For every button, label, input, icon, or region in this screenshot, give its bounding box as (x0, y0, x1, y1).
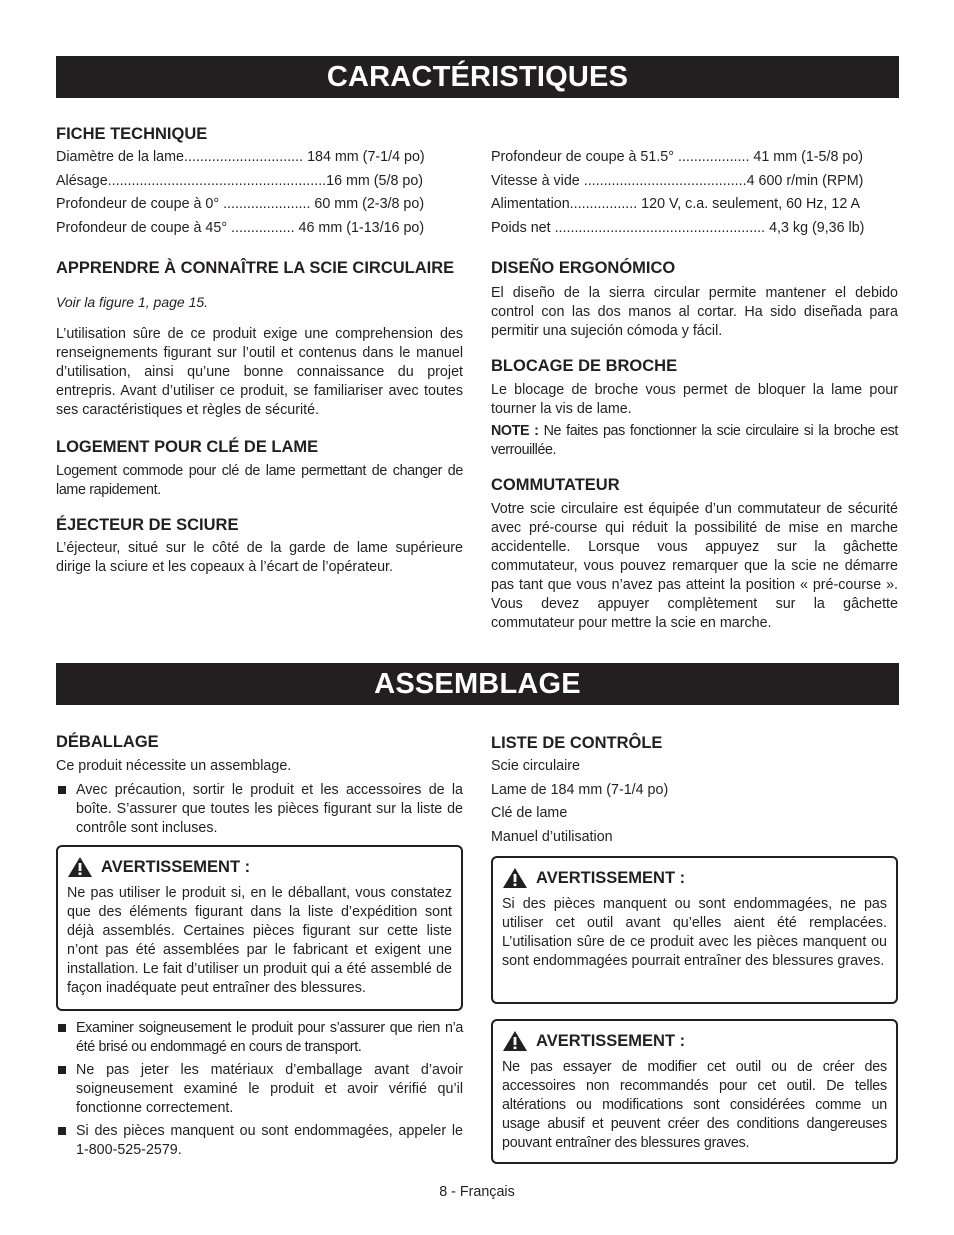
warning-text: Ne pas essayer de modifier cet outil ou de créer des accessoires non recommandés pour cet outil. De telles altérations ou modifications sont considérées comme un usage abusif et peuvent créer des conditions dangereuses pouvant entraîner des blessures graves. (502, 1059, 887, 1151)
lock-note (491, 422, 898, 460)
spec-line: Poids net ..................................................... 4,3 kg (9,36 lb) (491, 219, 865, 236)
wrench-text: Logement commode pour clé de lame permettant de changer de lame rapidement. (56, 463, 463, 498)
checklist-item: Scie circulaire (491, 758, 580, 774)
warning-box-modify (491, 1019, 898, 1164)
unpack-bullet: Ne pas jeter les matériaux d’emballage avant d’avoir soigneusement examiné le produit et avoir vérifié qu’il fonctionne correctement. (56, 1061, 463, 1118)
specs-left (56, 123, 466, 240)
unpack-section (56, 731, 463, 838)
left-features (56, 257, 463, 577)
checklist-section (491, 732, 898, 849)
warning-text: Ne pas utiliser le produit si, en le déballant, vous constatez que des éléments figurant dans la liste d’expédition sont déjà assemblés. Certaines pièces figurant sur cette liste n’ont pas été assemblées par le fabricant et exigent une installation. Le fait d’utiliser un produit qui a été assemblé de façon inadéquate peut entraîner des blessures. (67, 885, 452, 996)
spec-line: Profondeur de coupe à 51.5° .................. 41 mm (1-5/8 po) (491, 149, 864, 165)
switch-heading: COMMUTATEUR (491, 476, 620, 494)
warning-text: Si des pièces manquent ou sont endommagées, ne pas utiliser cet outil avant qu’elles aient été remplacées. L’utilisation sûre de ce produit avec les pièces manquent ou sont endommagées pourrait entraîner des blessures graves. (502, 896, 887, 969)
warning-triangle-icon (502, 867, 528, 889)
unpack-heading: DÉBALLAGE (56, 733, 159, 751)
unpack-bullet: Examiner soigneusement le produit pour s’assurer que rien n’a été brisé ou endommagé en cours de transport. (56, 1019, 463, 1057)
warning-title-row (502, 1030, 887, 1052)
warning-title-row (502, 867, 887, 889)
checklist-item: Clé de lame (491, 805, 568, 821)
switch-text: Votre scie circulaire est équipée d’un commutateur de sécurité avec pré-course qui réduit la possibilité de mise en marche accidentelle. Lorsque vous appuyez sur la gâchette commutateur, vous pouvez remarquer que la scie ne démarre pas tant que vous n’avez pas atteint la position « pré-course ». Vous devez appuyer complètement sur la gâchette commutateur pour mettre la scie en marche. (491, 501, 898, 631)
specs-right (491, 146, 901, 240)
spec-line: Alimentation................. 120 V, c.a. seulement, 60 Hz, 12 A (491, 196, 861, 212)
know-heading: APPRENDRE À CONNAÎTRE LA SCIE CIRCULAIRE (56, 259, 455, 277)
unpack-bullet: Avec précaution, sortir le produit et les accessoires de la boîte. S’assurer que toutes les pièces figurant sur la liste de contrôle sont incluses. (56, 781, 463, 838)
know-text: L’utilisation sûre de ce produit exige une comprehension des renseignements figurant sur l’outil et contenus dans le manuel d’utilisation, ainsi qu’une bonne connaissance du projet entrepris. Avant d’utiliser ce produit, se familiariser avec toutes ses caractéristiques et règles de sécurité. (56, 326, 463, 418)
note-label: NOTE : (491, 423, 539, 439)
specs-heading: FICHE TECHNIQUE (56, 125, 208, 143)
warning-title: AVERTISSEMENT : (536, 869, 686, 887)
warning-title: AVERTISSEMENT : (536, 1032, 686, 1050)
unpack-intro: Ce produit nécessite un assemblage. (56, 758, 292, 774)
lock-text: Le blocage de broche vous permet de bloquer la lame pour tourner la vis de lame. (491, 382, 898, 417)
spec-line: Profondeur de coupe à 0° ...................... 60 mm (2-3/8 po) (56, 196, 425, 212)
spec-line: Profondeur de coupe à 45° ................ 46 mm (1-13/16 po) (56, 219, 425, 236)
warning-triangle-icon (67, 856, 93, 878)
ejector-text: L’éjecteur, situé sur le côté de la garde de lame supérieure dirige la sciure et les copeaux à l’écart de l’opérateur. (56, 540, 463, 575)
checklist-item: Manuel d’utilisation (491, 828, 613, 845)
spec-line: Alésage.......................................................16 mm (5/8 po) (56, 172, 424, 189)
unpack-bullet: Si des pièces manquent ou sont endommagées, appeler le 1-800-525-2579. (56, 1122, 463, 1160)
ergo-heading: DISEÑO ERGONÓMICO (491, 259, 676, 277)
section-title-caracteristiques: CARACTÉRISTIQUES (56, 56, 899, 98)
warning-title-row (67, 856, 452, 878)
checklist-item: Lame de 184 mm (7-1/4 po) (491, 781, 669, 798)
section-title-assemblage: ASSEMBLAGE (56, 663, 899, 705)
warning-box-unpack (56, 845, 463, 1011)
warning-box-missing-parts (491, 856, 898, 1004)
warning-triangle-icon (502, 1030, 528, 1052)
wrench-heading: LOGEMENT POUR CLÉ DE LAME (56, 438, 319, 456)
warning-title: AVERTISSEMENT : (101, 858, 251, 876)
lock-heading: BLOCAGE DE BROCHE (491, 357, 678, 375)
unpack-bullets-2 (56, 1019, 463, 1160)
spec-line: Vitesse à vide .........................................4 600 r/min (RPM) (491, 172, 864, 189)
page-footer: 8 - Français (439, 1184, 515, 1200)
ejector-heading: ÉJECTEUR DE SCIURE (56, 516, 239, 534)
right-features (491, 257, 898, 633)
ergo-text: El diseño de la sierra circular permite mantener el debido control con las dos manos al cortar. Ha sido diseñada para permitir una sujeción cómoda y fácil. (491, 285, 898, 339)
spec-line: Diamètre de la lame.............................. 184 mm (7-1/4 po) (56, 149, 425, 165)
note-text: Ne faites pas fonctionner la scie circulaire si la broche est verrouillée. (491, 423, 898, 458)
checklist-heading: LISTE DE CONTRÔLE (491, 734, 663, 752)
figure-reference: Voir la figure 1, page 15. (56, 294, 209, 310)
